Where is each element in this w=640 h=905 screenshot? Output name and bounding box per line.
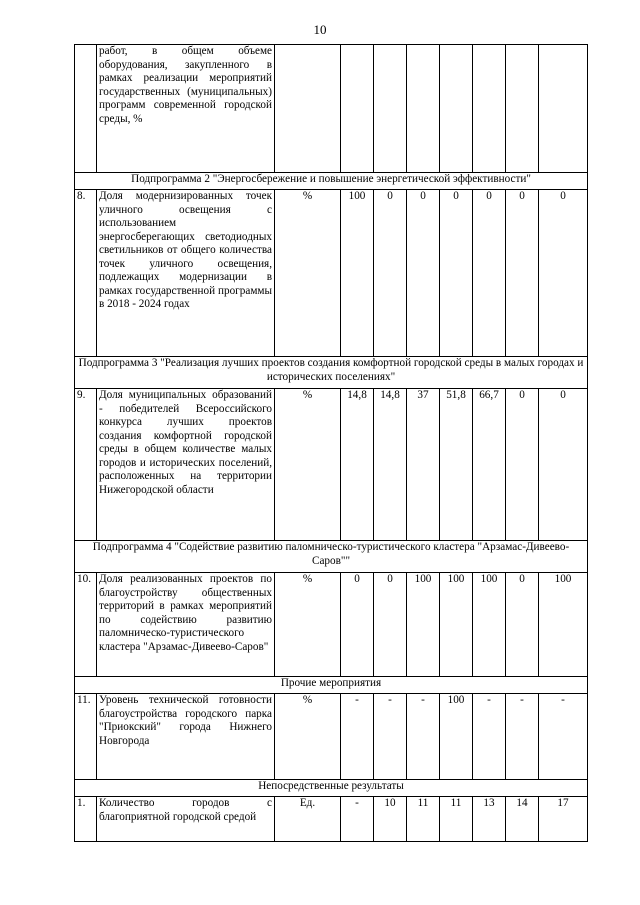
value-cell: 11 [407, 797, 440, 842]
value-cell: 0 [374, 573, 407, 677]
table-row [75, 45, 588, 173]
table-row [75, 694, 588, 780]
indicator-name: Доля реализованных проектов по благоустройству общественных территорий в рамках мероприятий по содействию развитию паломническо-туристического кластера "Арзамас-Дивеево-Саров" [97, 573, 275, 677]
row-number: 10. [75, 573, 97, 677]
indicator-name: работ, в общем объеме оборудования, закупленного в рамках реализации мероприятий государственных (муниципальных) программ современной городской среды, % [97, 45, 275, 173]
value-cell: 100 [473, 573, 506, 677]
unit-cell [275, 45, 341, 173]
value-cell [440, 45, 473, 173]
value-cell: 0 [341, 573, 374, 677]
table-row [75, 797, 588, 842]
value-cell: - [539, 694, 588, 780]
row-number: 1. [75, 797, 97, 842]
value-cell: 0 [506, 190, 539, 357]
value-cell: 14,8 [341, 389, 374, 541]
value-cell: - [341, 797, 374, 842]
value-cell [341, 45, 374, 173]
section-title: Непосредственные результаты [75, 780, 588, 797]
value-cell: 100 [440, 694, 473, 780]
unit-cell: % [275, 573, 341, 677]
value-cell [473, 45, 506, 173]
section-title: Прочие мероприятия [75, 677, 588, 694]
value-cell: 0 [407, 190, 440, 357]
value-cell: 0 [473, 190, 506, 357]
table-row [75, 573, 588, 677]
indicator-name: Количество городов с благоприятной городской средой [97, 797, 275, 842]
value-cell: 66,7 [473, 389, 506, 541]
row-number: 11. [75, 694, 97, 780]
value-cell: 100 [539, 573, 588, 677]
page-number: 10 [313, 22, 327, 37]
row-number: 9. [75, 389, 97, 541]
value-cell: - [407, 694, 440, 780]
value-cell: 14,8 [374, 389, 407, 541]
value-cell: 11 [440, 797, 473, 842]
value-cell [374, 45, 407, 173]
value-cell: 100 [440, 573, 473, 677]
table-row [75, 389, 588, 541]
unit-cell: % [275, 694, 341, 780]
value-cell: - [341, 694, 374, 780]
unit-cell: % [275, 389, 341, 541]
section-row [75, 357, 588, 389]
value-cell: 0 [440, 190, 473, 357]
value-cell: 14 [506, 797, 539, 842]
indicator-name: Доля муниципальных образований - победителей Всероссийского конкурса лучших проектов создания комфортной городской среды в общем количестве малых городов и исторических поселений, расположенных на территории Нижегородской области [97, 389, 275, 541]
value-cell: 10 [374, 797, 407, 842]
value-cell: 0 [539, 389, 588, 541]
row-number [75, 45, 97, 173]
value-cell: 0 [506, 389, 539, 541]
unit-cell: Ед. [275, 797, 341, 842]
value-cell: 37 [407, 389, 440, 541]
value-cell: 100 [407, 573, 440, 677]
section-title: Подпрограмма 4 "Содействие развитию паломническо-туристического кластера "Арзамас-Дивеево-Саров"" [75, 541, 588, 573]
indicators-table [74, 44, 588, 842]
value-cell: 100 [341, 190, 374, 357]
indicator-name: Уровень технической готовности благоустройства городского парка "Приокский" города Нижнего Новгорода [97, 694, 275, 780]
value-cell: - [374, 694, 407, 780]
section-row [75, 677, 588, 694]
value-cell: - [473, 694, 506, 780]
value-cell: 17 [539, 797, 588, 842]
value-cell: - [506, 694, 539, 780]
table-row [75, 190, 588, 357]
value-cell [506, 45, 539, 173]
indicator-name: Доля модернизированных точек уличного освещения с использованием энергосберегающих светодиодных светильников от общего количества точек уличного освещения, подлежащих модернизации в рамках государственной программы в 2018 - 2024 годах [97, 190, 275, 357]
section-row [75, 173, 588, 190]
value-cell: 0 [539, 190, 588, 357]
section-title: Подпрограмма 2 "Энергосбережение и повышение энергетической эффективности" [75, 173, 588, 190]
section-title: Подпрограмма 3 "Реализация лучших проектов создания комфортной городской среды в малых городах и исторических поселениях" [75, 357, 588, 389]
value-cell: 51,8 [440, 389, 473, 541]
unit-cell: % [275, 190, 341, 357]
value-cell: 0 [374, 190, 407, 357]
value-cell: 13 [473, 797, 506, 842]
value-cell [407, 45, 440, 173]
value-cell [539, 45, 588, 173]
value-cell: 0 [506, 573, 539, 677]
row-number: 8. [75, 190, 97, 357]
section-row [75, 541, 588, 573]
section-row [75, 780, 588, 797]
